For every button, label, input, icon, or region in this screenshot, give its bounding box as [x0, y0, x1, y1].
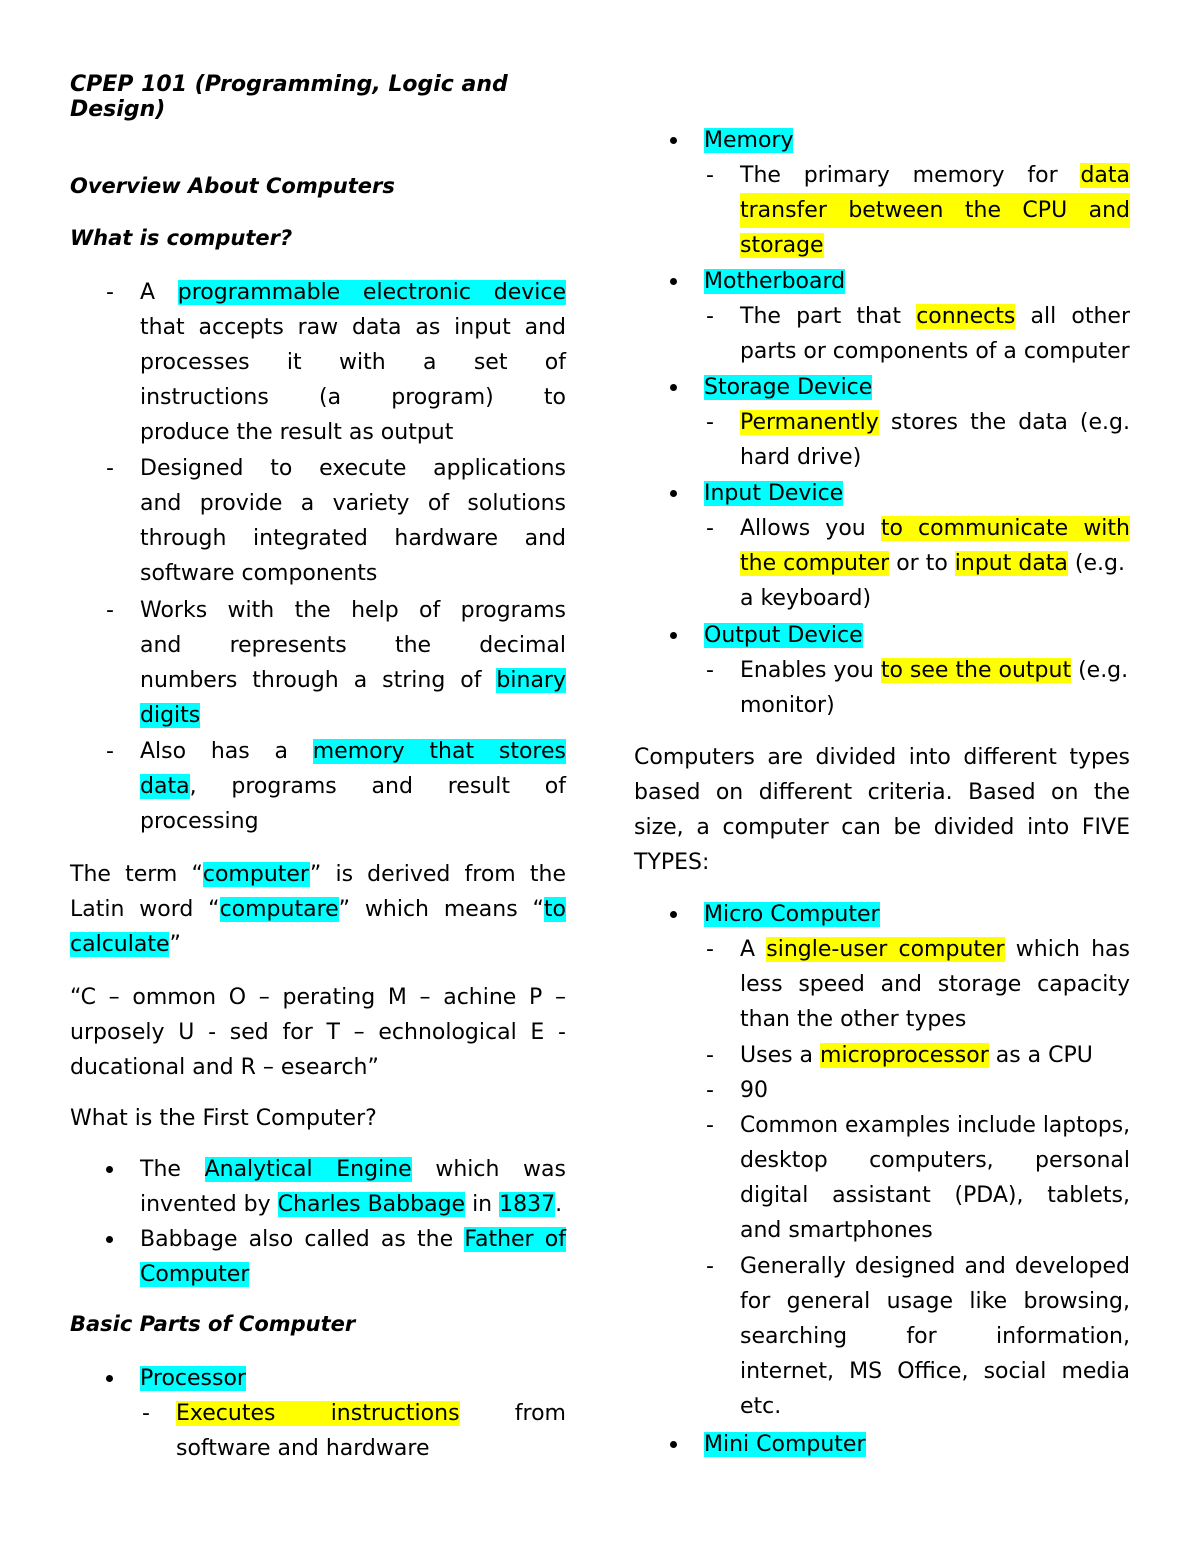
- bullet-icon: [667, 618, 687, 653]
- part-item: [704, 370, 1130, 405]
- sub-item: [706, 1249, 1130, 1424]
- text-line: Designed to execute applications: [140, 456, 566, 481]
- text-line: TYPES:: [634, 850, 710, 875]
- text-line: data, programs and result of: [140, 774, 566, 799]
- dash-marker: -: [706, 1254, 714, 1279]
- text-line: through integrated hardware and: [140, 526, 566, 551]
- text-line: less speed and storage capacity: [740, 972, 1130, 997]
- text-line: Permanently stores the data (e.g.: [740, 410, 1130, 435]
- dash-marker: -: [106, 456, 114, 481]
- sub-item: [706, 405, 1130, 475]
- list-item: [106, 734, 566, 839]
- part-item: [704, 476, 1130, 511]
- sub-item: [706, 932, 1130, 1037]
- bullet-icon: [667, 476, 687, 511]
- text-line: calculate”: [70, 932, 181, 957]
- bullet-icon: [667, 264, 687, 299]
- part-name: Storage Device: [704, 375, 873, 400]
- text-line: produce the result as output: [140, 420, 454, 445]
- part-name: Motherboard: [704, 269, 846, 294]
- type-name: Mini Computer: [704, 1432, 866, 1457]
- text-line: Allows you to communicate with: [740, 516, 1130, 541]
- text-line: internet, MS Office, social media: [740, 1359, 1130, 1384]
- text-line: Executes instructions from: [176, 1401, 566, 1426]
- sub-item: [706, 158, 1130, 263]
- text-line: software components: [140, 561, 378, 586]
- overview-heading: Overview About Computers: [70, 174, 395, 198]
- text-line: the computer or to input data (e.g.: [740, 551, 1125, 576]
- text-line: The Analytical Engine which was: [140, 1157, 566, 1182]
- dash-marker: -: [706, 304, 714, 329]
- text-line: desktop computers, personal: [740, 1148, 1130, 1173]
- term-paragraph: [70, 857, 566, 962]
- acronym-paragraph: [70, 980, 566, 1085]
- document-title: CPEP 101 (Programming, Logic and Design): [70, 72, 508, 122]
- part-name: Memory: [704, 128, 794, 153]
- text-line: etc.: [740, 1394, 782, 1419]
- text-line: “C – ommon O – perating M – achine P –: [70, 985, 566, 1010]
- bullet-icon: [103, 1152, 123, 1187]
- list-item: [106, 593, 566, 733]
- text-line: instructions (a program) to: [140, 385, 566, 410]
- sub-item: [706, 1073, 1130, 1108]
- text-line: invented by Charles Babbage in 1837.: [140, 1192, 563, 1217]
- part-name: Input Device: [704, 481, 844, 506]
- text-line: digital assistant (PDA), tablets,: [740, 1183, 1130, 1208]
- text-line: than the other types: [740, 1007, 967, 1032]
- text-line: size, a computer can be divided into FIVE: [634, 815, 1130, 840]
- what-is-heading: What is computer?: [70, 226, 293, 250]
- list-item: [140, 1222, 566, 1292]
- text-line: Uses a microprocessor as a CPU: [740, 1043, 1093, 1068]
- bullet-icon: [103, 1361, 123, 1396]
- text-line: storage: [740, 233, 824, 258]
- sub-item: [706, 1108, 1130, 1248]
- text-line: searching for information,: [740, 1324, 1130, 1349]
- text-line: Generally designed and developed: [740, 1254, 1130, 1279]
- sub-item: [142, 1396, 566, 1466]
- bullet-icon: [667, 897, 687, 932]
- text-line: and provide a variety of solutions: [140, 491, 566, 516]
- text-line: The part that connects all other: [740, 304, 1130, 329]
- dash-marker: -: [142, 1401, 150, 1426]
- text-line: processes it with a set of: [140, 350, 566, 375]
- bullet-icon: [667, 1427, 687, 1462]
- dash-marker: -: [706, 1043, 714, 1068]
- text-line: a keyboard): [740, 586, 872, 611]
- text-line: Works with the help of programs: [140, 598, 566, 623]
- text-line: software and hardware: [176, 1436, 430, 1461]
- text-line: and represents the decimal: [140, 633, 566, 658]
- dash-marker: -: [706, 937, 714, 962]
- dash-marker: -: [106, 598, 114, 623]
- dash-marker: -: [106, 280, 114, 305]
- text-line: Computer: [140, 1262, 250, 1287]
- text-line: parts or components of a computer: [740, 339, 1130, 364]
- text-line: that accepts raw data as input and: [140, 315, 566, 340]
- text-line: A programmable electronic device: [140, 280, 566, 305]
- part-item: [704, 123, 1130, 158]
- text-line: transfer between the CPU and: [740, 193, 1130, 228]
- part-item: [704, 618, 1130, 653]
- text-line: urposely U - sed for T – echnological E -: [70, 1020, 566, 1045]
- text-line: The primary memory for data: [740, 163, 1130, 188]
- dash-marker: -: [706, 658, 714, 683]
- dash-marker: -: [706, 1113, 714, 1138]
- sub-item: [706, 511, 1130, 616]
- part-item: [140, 1361, 566, 1396]
- text-line: Also has a memory that stores: [140, 739, 566, 764]
- text-line: A single-user computer which has: [740, 937, 1130, 962]
- text-line: The term “computer” is derived from the: [70, 862, 566, 887]
- text-line: Babbage also called as the Father of: [140, 1227, 566, 1252]
- dash-marker: -: [706, 1078, 714, 1103]
- dash-marker: -: [706, 163, 714, 188]
- text-line: digits: [140, 703, 201, 728]
- dash-marker: -: [106, 739, 114, 764]
- part-name: Processor: [140, 1366, 246, 1391]
- part-item: [704, 264, 1130, 299]
- bullet-icon: [667, 123, 687, 158]
- list-item: [106, 451, 566, 591]
- text-line: Latin word “computare” which means “to: [70, 897, 566, 922]
- text-line: Computers are divided into different types: [634, 745, 1130, 770]
- first-computer-heading: What is the First Computer?: [70, 1106, 377, 1131]
- part-name: Output Device: [704, 623, 863, 648]
- basic-parts-heading: Basic Parts of Computer: [70, 1312, 356, 1336]
- type-item: [704, 1427, 1130, 1462]
- type-name: Micro Computer: [704, 902, 880, 927]
- text-line: and smartphones: [740, 1218, 933, 1243]
- dash-marker: -: [706, 516, 714, 541]
- bullet-icon: [667, 370, 687, 405]
- types-paragraph: [634, 740, 1130, 880]
- text-line: monitor): [740, 693, 835, 718]
- bullet-icon: [103, 1222, 123, 1257]
- type-item: [704, 897, 1130, 932]
- dash-marker: -: [706, 410, 714, 435]
- text-line: based on different criteria. Based on the: [634, 780, 1130, 805]
- text-line: hard drive): [740, 445, 862, 470]
- text-line: for general usage like browsing,: [740, 1289, 1130, 1314]
- text-line: Common examples include laptops,: [740, 1113, 1130, 1138]
- text-line: ducational and R – esearch”: [70, 1055, 379, 1080]
- sub-item: [706, 653, 1130, 723]
- text-line: processing: [140, 809, 259, 834]
- sub-item: [706, 1038, 1130, 1073]
- text-line: numbers through a string of binary: [140, 668, 566, 693]
- text-line: 90: [740, 1078, 768, 1103]
- sub-item: [706, 299, 1130, 369]
- text-line: Enables you to see the output (e.g.: [740, 658, 1129, 683]
- list-item: [106, 275, 566, 450]
- list-item: [140, 1152, 566, 1222]
